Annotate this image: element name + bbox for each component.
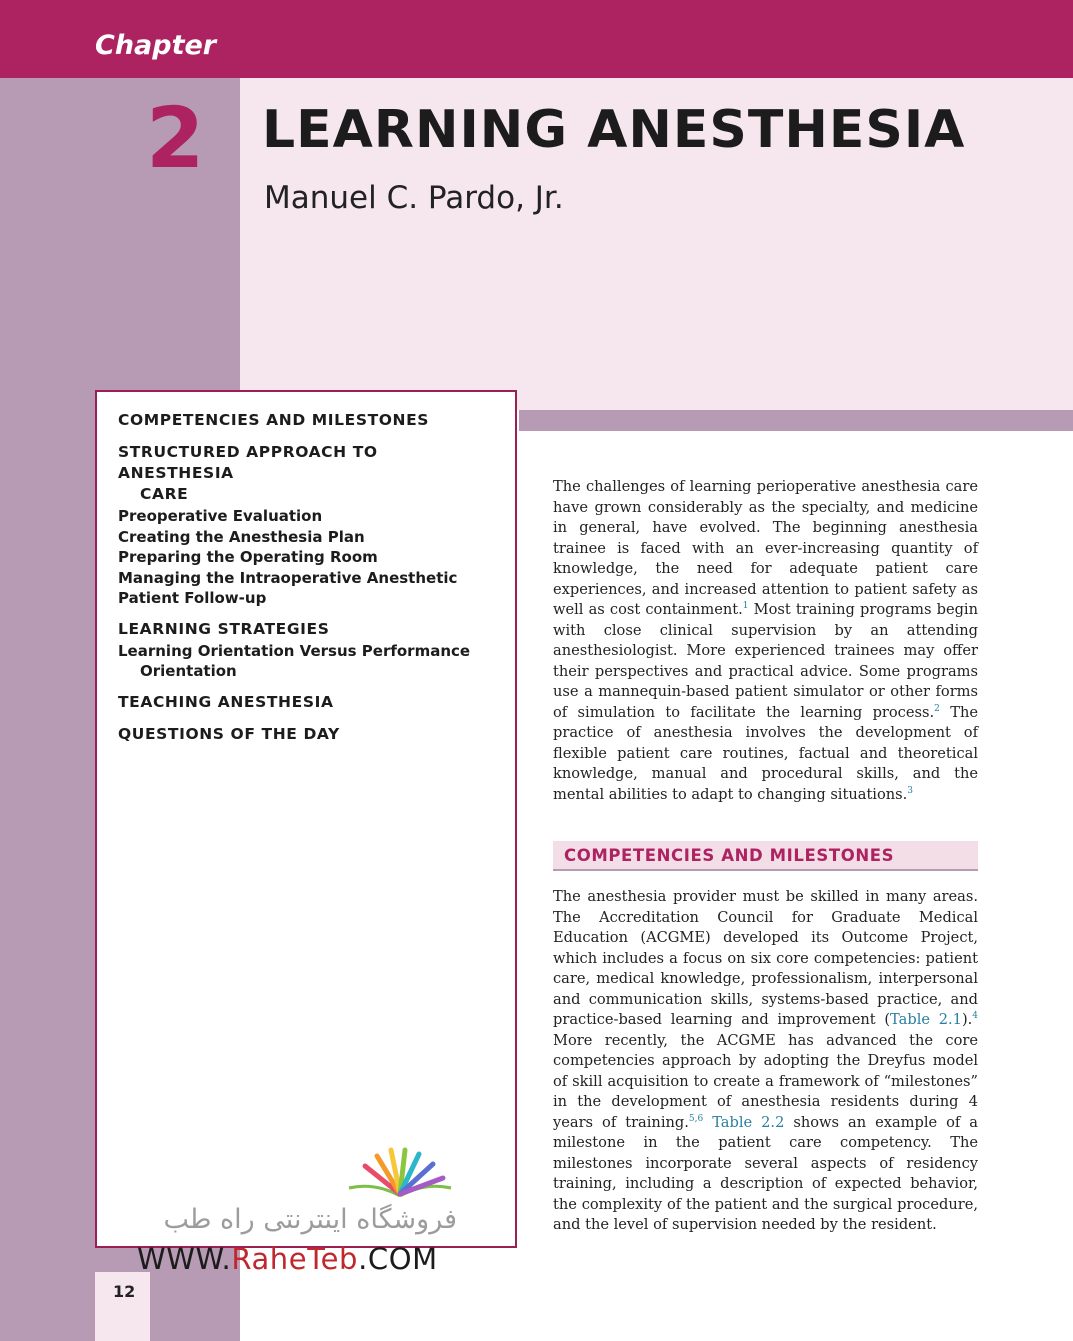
outline-subsection-continued: Orientation [140, 662, 237, 680]
reference-1[interactable]: 1 [742, 601, 749, 612]
text-run: The practice of anesthesia involves the development of flexible patient care routines, factual and theoretical knowledge, manual and procedural skills, and the mental abilities to adapt to changing situations. [553, 703, 978, 803]
text-run [703, 1114, 712, 1131]
outline-section-line: CARE [140, 485, 189, 503]
outline-subsection: Preoperative Evaluation [118, 507, 323, 525]
section-heading-bar [553, 841, 978, 871]
chapter-outline-box [95, 390, 517, 1248]
text-run: ). [961, 1011, 973, 1028]
outline-section [118, 442, 495, 505]
url-brand: RaheTeb [231, 1242, 359, 1276]
reference-5-6[interactable]: 5,6 [688, 1113, 704, 1124]
outline-subsection: Creating the Anesthesia Plan [118, 527, 365, 546]
watermark-persian-text: فروشگاه اینترنتی راه طب [163, 1204, 457, 1235]
intro-paragraph [553, 477, 978, 805]
divider-strip [519, 410, 1073, 431]
competencies-paragraph [553, 887, 978, 1236]
text-run: More recently, the ACGME has advanced the core competencies approach by adopting the Dreyfus model of skill acquisition to create a framework of “milestones” in the development of anesthesia residents during 4 years of training. [553, 1031, 978, 1131]
chapter-number: 2 [146, 89, 205, 187]
text-run: The anesthesia provider must be skilled in many areas. The Accreditation Council for Graduate Medical Education (ACGME) developed its Outcome Project, which includes a focus on six core competencies: patient care, medical knowledge, professionalism, interpersonal and communication skills, systems-based practice, and practice-based learning and improvement ( [553, 888, 978, 1028]
reference-3[interactable]: 3 [907, 785, 914, 796]
chapter-label: Chapter [95, 30, 217, 61]
outline-section: COMPETENCIES AND MILESTONES [118, 411, 430, 429]
url-prefix: WWW. [137, 1242, 232, 1276]
outline-section: LEARNING STRATEGIES [118, 619, 330, 638]
outline-subsection: Patient Follow-up [118, 589, 267, 607]
url-suffix: .COM [358, 1242, 438, 1276]
table-2-1-link[interactable]: Table 2.1 [890, 1011, 962, 1028]
outline-subsection: Preparing the Operating Room [118, 548, 378, 566]
outline-section: QUESTIONS OF THE DAY [118, 724, 340, 743]
chapter-author: Manuel C. Pardo, Jr. [264, 180, 564, 216]
text-run: Most training programs begin with close clinical supervision by an attending anesthesiologist. More experienced trainees may offer their perspectives and practical advice. Some programs use a mannequin-based patient simulator or other forms of simulation to facilitate the learning process. [553, 601, 978, 721]
section-heading: COMPETENCIES AND MILESTONES [564, 846, 895, 865]
book-logo-icon [345, 1140, 455, 1200]
outline-subsection-list [118, 641, 495, 682]
outline-subsection-list [118, 506, 495, 609]
chapter-title: LEARNING ANESTHESIA [262, 100, 966, 160]
page-number: 12 [113, 1282, 136, 1301]
reference-2[interactable]: 2 [934, 703, 940, 714]
outline-subsection: Managing the Intraoperative Anesthetic [118, 568, 458, 587]
outline-subsection: Learning Orientation Versus Performance [118, 641, 471, 660]
text-run: The challenges of learning perioperative anesthesia care have grown considerably as the specialty, and medicine in general, have evolved. The beginning anesthesia trainee is faced with an ever-increasing quantity of knowledge, the need for adequate patient care experiences, and increased attention to patient safety as well as cost containment. [553, 478, 978, 618]
outline-section: TEACHING ANESTHESIA [118, 692, 334, 711]
text-run: shows an example of a milestone in the patient care competency. The milestones incorporate several aspects of residency training, including a description of expected behavior, the complexity of the patient and the surgical procedure, and the level of supervision needed by the resident. [553, 1113, 979, 1233]
watermark-url [137, 1241, 438, 1277]
outline-section-line: STRUCTURED APPROACH TO ANESTHESIA [118, 443, 378, 482]
table-2-2-link[interactable]: Table 2.2 [712, 1113, 785, 1131]
reference-4[interactable]: 4 [972, 1011, 979, 1022]
